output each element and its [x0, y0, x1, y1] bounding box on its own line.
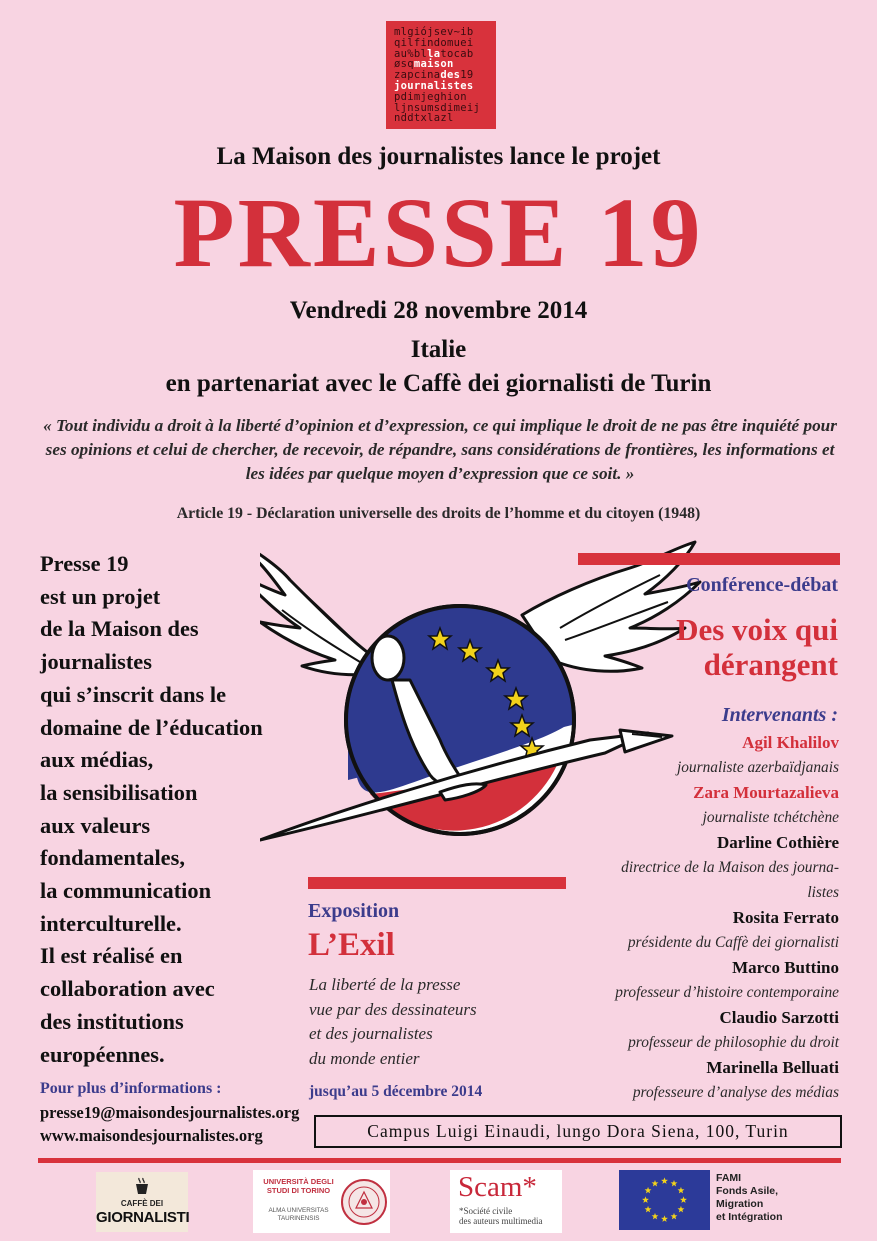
left-wing-icon: [260, 542, 375, 675]
exposition-desc-line: et des journalistes: [309, 1024, 433, 1043]
speaker-name: Agil Khalilov: [742, 733, 839, 752]
logo-text-fragment: ndd: [394, 112, 414, 125]
speaker-role: professeure d’analyse des médias: [632, 1084, 839, 1101]
fami-text: [716, 1172, 783, 1224]
exposition-desc-line: du monde entier: [309, 1048, 420, 1068]
torino-name: UNIVERSITÀ DEGLI STUDI DI TORINO: [263, 1177, 334, 1195]
speakers-list: [549, 730, 839, 1105]
speaker-name: Darline Cothière: [717, 833, 839, 852]
logo-text-fragment: maison: [413, 58, 454, 71]
speaker-role: professeur d’histoire contemporaine: [615, 984, 839, 1001]
logo-text-fragment: journalistes: [394, 79, 474, 92]
contact-website[interactable]: www.maisondesjournalistes.org: [40, 1126, 263, 1145]
description-line: Il est réalisé en: [40, 943, 183, 969]
caffe-dei-giornalisti-logo: [96, 1172, 188, 1232]
description-line: est un projet: [40, 583, 161, 609]
scam-name: Scam*: [458, 1171, 537, 1203]
logo-text-fragment: qilfindomuei: [394, 36, 474, 49]
university-seal-icon: [340, 1176, 388, 1228]
logo-text-fragment: 19: [460, 69, 474, 82]
logo-text-line: [394, 113, 488, 124]
universita-torino-logo: [253, 1170, 390, 1233]
conference-label: Conférence-débat: [686, 574, 838, 596]
bottom-divider: [38, 1158, 841, 1163]
event-date: Vendredi 28 novembre 2014: [289, 297, 588, 324]
logo-text-fragment: tocab: [440, 47, 474, 60]
logo-text-fragment: au%bl: [394, 47, 428, 60]
exposition-red-bar: [308, 877, 566, 889]
description-line: journalistes: [40, 649, 152, 675]
speaker-role: journaliste azerbaïdjanais: [676, 759, 839, 776]
description-line: qui s’inscrit dans le: [40, 681, 227, 707]
fami-line: FAMI: [716, 1172, 742, 1184]
conference-title-line2: dérangent: [703, 647, 838, 682]
fami-line: Fonds Asile,: [716, 1185, 779, 1197]
exposition-title: L’Exil: [308, 927, 395, 963]
more-info-label: Pour plus d’informations :: [40, 1080, 222, 1097]
scam-logo: [450, 1170, 562, 1233]
exposition-desc-line: La liberté de la presse: [309, 975, 461, 994]
scam-sub-line1: *Société civile: [459, 1206, 513, 1216]
fami-line: Migration: [716, 1198, 764, 1210]
speaker-role: journaliste tchétchène: [702, 809, 839, 826]
speaker-name: Marinella Belluati: [706, 1058, 839, 1077]
logo-text-fragment: des: [440, 69, 461, 82]
speaker-name: Claudio Sarzotti: [719, 1008, 839, 1027]
speaker-role: listes: [807, 884, 839, 901]
description-line: aux valeurs: [40, 812, 151, 838]
conference-title: [540, 612, 838, 682]
speaker-name: Rosita Ferrato: [732, 908, 839, 927]
speaker-role: présidente du Caffè dei giornalisti: [627, 934, 839, 951]
logo-text-fragment: ljnsumsdimeij: [394, 101, 481, 114]
page-title: PRESSE 19: [173, 177, 704, 288]
logo-text-fragment: pdimj: [394, 90, 428, 103]
caffe-logo-top: CAFFÈ DEI: [120, 1199, 164, 1208]
partner-text: en partenariat avec le Caffè dei giornalisti de Turin: [165, 370, 712, 397]
caffe-logo-bottom: GIORNALISTI: [96, 1209, 190, 1226]
description-line: la communication: [40, 878, 212, 904]
exposition-label: Exposition: [308, 900, 400, 922]
logo-text-fragment: øsq: [394, 58, 414, 71]
description-line: Presse 19: [40, 551, 129, 576]
logo-text-fragment: zapcina: [394, 69, 441, 82]
description-line: fondamentales,: [40, 845, 185, 871]
logo-text-fragment: txlazl: [413, 112, 454, 125]
article-source: Article 19 - Déclaration universelle des droits de l’homme et du citoyen (1948): [176, 505, 701, 522]
description-line: la sensibilisation: [40, 779, 198, 805]
article-quote: « Tout individu a droit à la liberté d’opinion et d’expression, ce qui implique le droit de ne pas être inquiété pour ses opinions et celui de chercher, de recevoir, de répandre, sans considérations de frontières, les informations et les idées par quelque moyen d’expression que ce soit. »: [43, 416, 837, 483]
exposition-desc-line: vue par des dessinateurs: [309, 999, 477, 1019]
conference-title-line1: Des voix qui: [676, 612, 838, 647]
maison-des-journalistes-logo: [386, 21, 496, 129]
logo-text-fragment: mlgiójsev: [394, 26, 454, 38]
speaker-role: directrice de la Maison des journa-: [621, 859, 839, 876]
description-line: de la Maison des: [40, 616, 199, 642]
conference-red-bar: [578, 553, 840, 565]
event-country: Italie: [410, 336, 467, 363]
speaker-name: Zara Mourtazalieva: [693, 783, 839, 802]
description-line: collaboration avec: [40, 976, 215, 1002]
contact-email[interactable]: presse19@maisondesjournalistes.org: [40, 1103, 300, 1122]
coffee-cup-icon: [133, 1176, 151, 1196]
exposition-description: [309, 973, 477, 1071]
description-line: interculturelle.: [40, 910, 182, 936]
speaker-role: professeur de philosophie du droit: [628, 1034, 839, 1051]
description-line: aux médias,: [40, 747, 154, 773]
event-address: Campus Luigi Einaudi, lungo Dora Siena, 100, Turin: [314, 1115, 842, 1148]
speaker-name: Marco Buttino: [732, 958, 839, 977]
torino-sub: ALMA UNIVERSITAS TAURINENSIS: [268, 1207, 329, 1222]
description-line: des institutions: [40, 1008, 184, 1034]
logo-text-fragment: la: [427, 47, 441, 60]
speakers-label: Intervenants :: [721, 704, 838, 726]
logo-text-fragment: ~ib: [453, 26, 474, 38]
exposition-until: jusqu’au 5 décembre 2014: [309, 1083, 483, 1100]
description-line: européennes.: [40, 1041, 165, 1067]
logo-text-fragment: eghion: [427, 90, 467, 103]
fami-line: et Intégration: [716, 1211, 783, 1223]
eu-flag-icon: [619, 1170, 710, 1230]
description-line: domaine de l’éducation: [40, 714, 263, 740]
intro-text: La Maison des journalistes lance le projet: [216, 143, 661, 170]
scam-sub-line2: des auteurs multimedia: [459, 1216, 543, 1226]
